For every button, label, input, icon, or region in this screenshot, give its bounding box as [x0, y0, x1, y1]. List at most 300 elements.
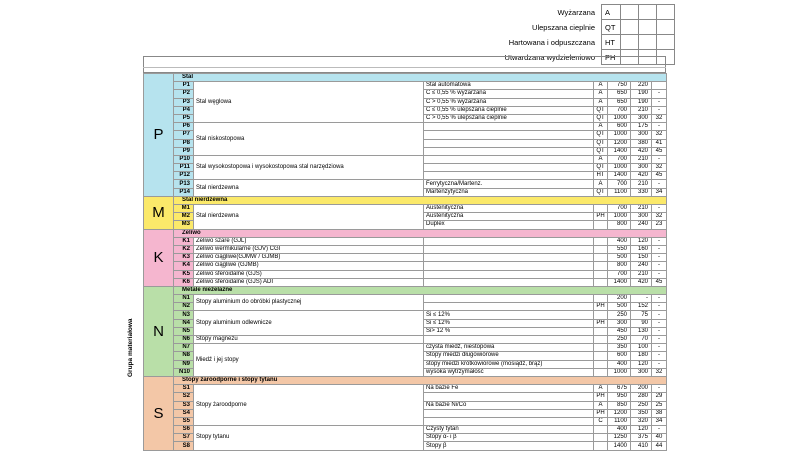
legend-code: HT	[602, 35, 621, 50]
value-3: 29	[652, 393, 667, 401]
condition: PH	[594, 319, 608, 327]
value-3: -	[652, 90, 667, 98]
value-3: -	[652, 311, 667, 319]
table-row	[144, 426, 667, 434]
table-row	[144, 311, 667, 319]
value-2: 210	[631, 155, 652, 163]
material-sub: Stal automatowa	[424, 82, 594, 90]
legend-empty-cell	[639, 35, 657, 50]
condition: QT	[594, 114, 608, 122]
value-1: 1250	[608, 434, 631, 442]
condition: A	[594, 385, 608, 393]
value-2: 152	[631, 303, 652, 311]
material-desc: Stopy tytanu	[194, 426, 424, 451]
material-sub	[424, 164, 594, 172]
table-row	[144, 262, 667, 270]
material-code: N8	[174, 352, 194, 360]
value-3: 34	[652, 417, 667, 425]
value-3: -	[652, 319, 667, 327]
material-sub	[424, 139, 594, 147]
value-1: 1200	[608, 409, 631, 417]
material-sub: Si ≤ 12%	[424, 311, 594, 319]
material-sub: Si ≤ 12%	[424, 319, 594, 327]
table-row	[144, 295, 667, 303]
value-1: 400	[608, 237, 631, 245]
group-header-row	[144, 74, 667, 82]
table-row	[144, 270, 667, 278]
material-code: K1	[174, 237, 194, 245]
value-3: 45	[652, 147, 667, 155]
condition: A	[594, 401, 608, 409]
value-2: 410	[631, 442, 652, 450]
material-sub	[424, 155, 594, 163]
material-code: K4	[174, 262, 194, 270]
material-sub	[424, 336, 594, 344]
material-sub: Martenzytyczna	[424, 188, 594, 196]
material-desc: Stopy żaroodporne	[194, 385, 424, 426]
value-2: 100	[631, 344, 652, 352]
group-title: Stopy żaroodporne i stopy tytanu	[174, 376, 667, 384]
value-1: 400	[608, 426, 631, 434]
material-code: P11	[174, 164, 194, 172]
table-row	[144, 385, 667, 393]
value-1: 1000	[608, 114, 631, 122]
value-2: 380	[631, 139, 652, 147]
value-3: 25	[652, 401, 667, 409]
material-code: P14	[174, 188, 194, 196]
table-row	[144, 205, 667, 213]
value-1: 350	[608, 344, 631, 352]
group-header-row	[144, 196, 667, 204]
value-2: 75	[631, 311, 652, 319]
material-sub	[424, 303, 594, 311]
group-header-row	[144, 376, 667, 384]
value-2: 320	[631, 417, 652, 425]
legend-empty-cell	[621, 35, 639, 50]
group-letter: S	[144, 376, 174, 450]
value-1: 600	[608, 123, 631, 131]
condition: A	[594, 123, 608, 131]
material-desc: Stopy magnezu	[194, 336, 424, 344]
material-code: K3	[174, 254, 194, 262]
group-letter: M	[144, 196, 174, 229]
value-3: 45	[652, 172, 667, 180]
condition: A	[594, 98, 608, 106]
value-1: 250	[608, 311, 631, 319]
value-3: 32	[652, 131, 667, 139]
value-1: 700	[608, 205, 631, 213]
value-1: 700	[608, 155, 631, 163]
legend-empty-cell	[621, 5, 639, 20]
value-3: 44	[652, 442, 667, 450]
material-code: P9	[174, 147, 194, 155]
value-2: 420	[631, 278, 652, 286]
material-sub	[424, 131, 594, 139]
value-1: 1200	[608, 139, 631, 147]
value-3: 34	[652, 188, 667, 196]
group-title: Stal nierdzewna	[174, 196, 667, 204]
legend-name: Ulepszana cieplnie	[532, 22, 595, 32]
table-row	[144, 336, 667, 344]
value-2: 330	[631, 188, 652, 196]
value-1: 1000	[608, 368, 631, 376]
table-row	[144, 278, 667, 286]
legend-empty-cell	[657, 35, 675, 50]
material-code: N1	[174, 295, 194, 303]
value-1: 500	[608, 303, 631, 311]
value-2: 240	[631, 221, 652, 229]
value-3: -	[652, 205, 667, 213]
material-sub: Na bazie Fe	[424, 385, 594, 393]
condition	[594, 327, 608, 335]
value-1: 800	[608, 221, 631, 229]
material-sub: C ≤ 0,55 % ulepszana cieplnie	[424, 106, 594, 114]
group-letter: K	[144, 229, 174, 286]
material-code: P13	[174, 180, 194, 188]
legend-code: A	[602, 5, 621, 20]
legend-name: Hartowana i odpuszczana	[508, 37, 595, 47]
condition	[594, 262, 608, 270]
value-1: 200	[608, 295, 631, 303]
value-3: -	[652, 155, 667, 163]
legend-empty-cell	[621, 20, 639, 35]
material-code: P12	[174, 172, 194, 180]
material-code: M3	[174, 221, 194, 229]
condition: PH	[594, 213, 608, 221]
value-2: 160	[631, 245, 652, 253]
value-3: 32	[652, 164, 667, 172]
value-2: 150	[631, 254, 652, 262]
condition	[594, 295, 608, 303]
value-1: 400	[608, 360, 631, 368]
condition	[594, 368, 608, 376]
value-1: 1400	[608, 147, 631, 155]
material-code: N7	[174, 344, 194, 352]
value-3: -	[652, 385, 667, 393]
material-sub: Stopy miedzi długowiórowe	[424, 352, 594, 360]
value-2: 120	[631, 237, 652, 245]
value-1: 550	[608, 245, 631, 253]
condition: QT	[594, 147, 608, 155]
condition: QT	[594, 139, 608, 147]
value-2: 250	[631, 401, 652, 409]
material-code: M2	[174, 213, 194, 221]
material-code: N4	[174, 319, 194, 327]
legend-empty-cell	[657, 20, 675, 35]
group-letter: P	[144, 74, 174, 197]
material-sub: C > 0,55 % ulepszana cieplnie	[424, 114, 594, 122]
material-code: S3	[174, 401, 194, 409]
value-1: 250	[608, 336, 631, 344]
material-code: N10	[174, 368, 194, 376]
legend-name: Utwardzana wydzieleniowo	[504, 52, 595, 62]
condition	[594, 254, 608, 262]
condition: A	[594, 180, 608, 188]
value-3: 32	[652, 213, 667, 221]
value-2: 120	[631, 426, 652, 434]
condition	[594, 278, 608, 286]
value-1: 1100	[608, 417, 631, 425]
material-code: P10	[174, 155, 194, 163]
value-1: 500	[608, 254, 631, 262]
legend-code: PH	[602, 50, 621, 65]
value-2: 420	[631, 147, 652, 155]
condition	[594, 426, 608, 434]
value-3: -	[652, 327, 667, 335]
material-sub	[424, 254, 594, 262]
material-desc: Stal nierdzewna	[194, 180, 424, 196]
material-code: S5	[174, 417, 194, 425]
material-sub: Si> 12 %	[424, 327, 594, 335]
material-code: P8	[174, 139, 194, 147]
material-code: S1	[174, 385, 194, 393]
material-desc: Stal wysokostopowa i wysokostopowa stal narzędziowa	[194, 155, 424, 180]
condition: QT	[594, 164, 608, 172]
value-3: -	[652, 360, 667, 368]
material-code: P3	[174, 98, 194, 106]
material-sub: Austenityczna	[424, 205, 594, 213]
material-code: S6	[174, 426, 194, 434]
value-2: 130	[631, 327, 652, 335]
value-3: -	[652, 123, 667, 131]
value-1: 1400	[608, 278, 631, 286]
value-1: 600	[608, 352, 631, 360]
legend-name: Wyżarzana	[557, 7, 595, 17]
value-2: 420	[631, 172, 652, 180]
value-3: 38	[652, 409, 667, 417]
value-1: 700	[608, 270, 631, 278]
material-sub	[424, 393, 594, 401]
material-code: P7	[174, 131, 194, 139]
value-1: 1000	[608, 164, 631, 172]
value-2: 300	[631, 368, 652, 376]
legend-empty-cell	[639, 5, 657, 20]
group-title: Żeliwo	[174, 229, 667, 237]
condition: PH	[594, 393, 608, 401]
value-2: 210	[631, 106, 652, 114]
material-sub	[424, 172, 594, 180]
material-code: P2	[174, 90, 194, 98]
value-3: -	[652, 262, 667, 270]
material-sub: Stopy β	[424, 442, 594, 450]
material-code: S2	[174, 393, 194, 401]
table-row	[144, 254, 667, 262]
value-3: -	[652, 106, 667, 114]
value-3: 45	[652, 278, 667, 286]
condition	[594, 434, 608, 442]
material-sub: czysta miedź, niestopowa	[424, 344, 594, 352]
value-3: 23	[652, 221, 667, 229]
material-code: P5	[174, 114, 194, 122]
value-1: 650	[608, 90, 631, 98]
material-code: P1	[174, 82, 194, 90]
material-code: S4	[174, 409, 194, 417]
value-3: 32	[652, 368, 667, 376]
material-code: K2	[174, 245, 194, 253]
condition	[594, 221, 608, 229]
table-row	[144, 245, 667, 253]
value-2: 300	[631, 164, 652, 172]
material-table	[143, 73, 667, 451]
value-2: 70	[631, 336, 652, 344]
material-sub: Na bazie Ni/Co	[424, 401, 594, 409]
value-3: 32	[652, 114, 667, 122]
condition: PH	[594, 409, 608, 417]
condition: QT	[594, 188, 608, 196]
material-sub	[424, 147, 594, 155]
material-sub: wysoka wytrzymałość	[424, 368, 594, 376]
material-desc: Stal niskostopowa	[194, 123, 424, 156]
value-2: 300	[631, 131, 652, 139]
value-2: 120	[631, 360, 652, 368]
value-2: 210	[631, 205, 652, 213]
group-header-row	[144, 229, 667, 237]
material-sub: Ferrytyczna/Martenz.	[424, 180, 594, 188]
value-1: 1000	[608, 131, 631, 139]
value-1: 300	[608, 319, 631, 327]
legend-row	[482, 20, 675, 35]
material-sub	[424, 123, 594, 131]
material-code: M1	[174, 205, 194, 213]
value-3: -	[652, 180, 667, 188]
condition: QT	[594, 131, 608, 139]
condition	[594, 352, 608, 360]
value-1: 950	[608, 393, 631, 401]
legend-empty-cell	[639, 20, 657, 35]
legend-row	[482, 35, 675, 50]
group-title: Stal	[174, 74, 667, 82]
value-1: 1100	[608, 188, 631, 196]
value-1: 450	[608, 327, 631, 335]
value-1: 800	[608, 262, 631, 270]
material-code: N3	[174, 311, 194, 319]
header-spacer	[143, 56, 666, 73]
value-1: 700	[608, 180, 631, 188]
value-3: -	[652, 98, 667, 106]
value-2: 190	[631, 98, 652, 106]
condition: C	[594, 417, 608, 425]
material-sub: C ≤ 0,55 % wyżarzana	[424, 90, 594, 98]
material-code: S7	[174, 434, 194, 442]
condition	[594, 360, 608, 368]
value-3: 40	[652, 434, 667, 442]
material-desc: Miedź i jej stopy	[194, 344, 424, 377]
value-3: -	[652, 426, 667, 434]
table-row	[144, 155, 667, 163]
table-row	[144, 82, 667, 90]
value-3: -	[652, 295, 667, 303]
value-2: 210	[631, 270, 652, 278]
material-desc: Stopy aluminium odlewnicze	[194, 311, 424, 336]
value-2: 240	[631, 262, 652, 270]
condition	[594, 245, 608, 253]
condition	[594, 205, 608, 213]
condition	[594, 336, 608, 344]
value-1: 1400	[608, 442, 631, 450]
value-2: 280	[631, 393, 652, 401]
value-1: 850	[608, 401, 631, 409]
value-2: 220	[631, 82, 652, 90]
condition	[594, 311, 608, 319]
material-sub	[424, 262, 594, 270]
table-row	[144, 123, 667, 131]
material-sub: Stopy α- i β	[424, 434, 594, 442]
value-2: 90	[631, 319, 652, 327]
material-code: N9	[174, 360, 194, 368]
value-3: -	[652, 237, 667, 245]
material-desc: Żeliwo sferoidalne (GJS) ADI	[194, 278, 424, 286]
value-3: -	[652, 270, 667, 278]
condition	[594, 442, 608, 450]
material-sub: Austenityczna	[424, 213, 594, 221]
material-desc: Żeliwo wermikularne (GJV) CGI	[194, 245, 424, 253]
legend-row	[482, 5, 675, 20]
group-letter: N	[144, 286, 174, 376]
material-desc: Stal nierdzewna	[194, 205, 424, 230]
condition: QT	[594, 106, 608, 114]
value-3: -	[652, 303, 667, 311]
value-3: -	[652, 344, 667, 352]
table-row	[144, 180, 667, 188]
condition: A	[594, 155, 608, 163]
condition: HT	[594, 172, 608, 180]
value-3: -	[652, 352, 667, 360]
value-3: -	[652, 336, 667, 344]
material-sub	[424, 270, 594, 278]
value-1: 650	[608, 98, 631, 106]
condition: PH	[594, 303, 608, 311]
value-2: 175	[631, 123, 652, 131]
header-spacer-line	[143, 67, 666, 68]
condition	[594, 344, 608, 352]
value-2: 300	[631, 114, 652, 122]
value-1: 1400	[608, 172, 631, 180]
legend-empty-cell	[657, 5, 675, 20]
material-sub	[424, 409, 594, 417]
material-sub	[424, 417, 594, 425]
value-2: 200	[631, 385, 652, 393]
value-3: 41	[652, 139, 667, 147]
value-1: 750	[608, 82, 631, 90]
legend-code: QT	[602, 20, 621, 35]
material-sub: stopy miedzi krótkowiórowe (mosiądz, brąz)	[424, 360, 594, 368]
value-2: 350	[631, 409, 652, 417]
material-desc: Żeliwo ciągliwe(GJMW / GJMB)	[194, 254, 424, 262]
material-code: P6	[174, 123, 194, 131]
material-code: N5	[174, 327, 194, 335]
group-header-row	[144, 286, 667, 294]
material-sub: Duplex	[424, 221, 594, 229]
material-code: P4	[174, 106, 194, 114]
material-sub: C > 0,55 % wyżarzana	[424, 98, 594, 106]
material-sub	[424, 278, 594, 286]
table-row	[144, 344, 667, 352]
condition	[594, 237, 608, 245]
condition: A	[594, 90, 608, 98]
value-1: 675	[608, 385, 631, 393]
side-label: Grupa materiałowa	[127, 318, 134, 377]
material-sub: Czysty tytan	[424, 426, 594, 434]
material-desc: Żeliwo ciągliwe (GJMB)	[194, 262, 424, 270]
material-code: N6	[174, 336, 194, 344]
material-sub	[424, 245, 594, 253]
condition: A	[594, 82, 608, 90]
material-sub	[424, 237, 594, 245]
condition	[594, 270, 608, 278]
value-3: -	[652, 254, 667, 262]
material-code: S8	[174, 442, 194, 450]
material-desc: Stopy aluminium do obróbki plastycznej	[194, 295, 424, 311]
